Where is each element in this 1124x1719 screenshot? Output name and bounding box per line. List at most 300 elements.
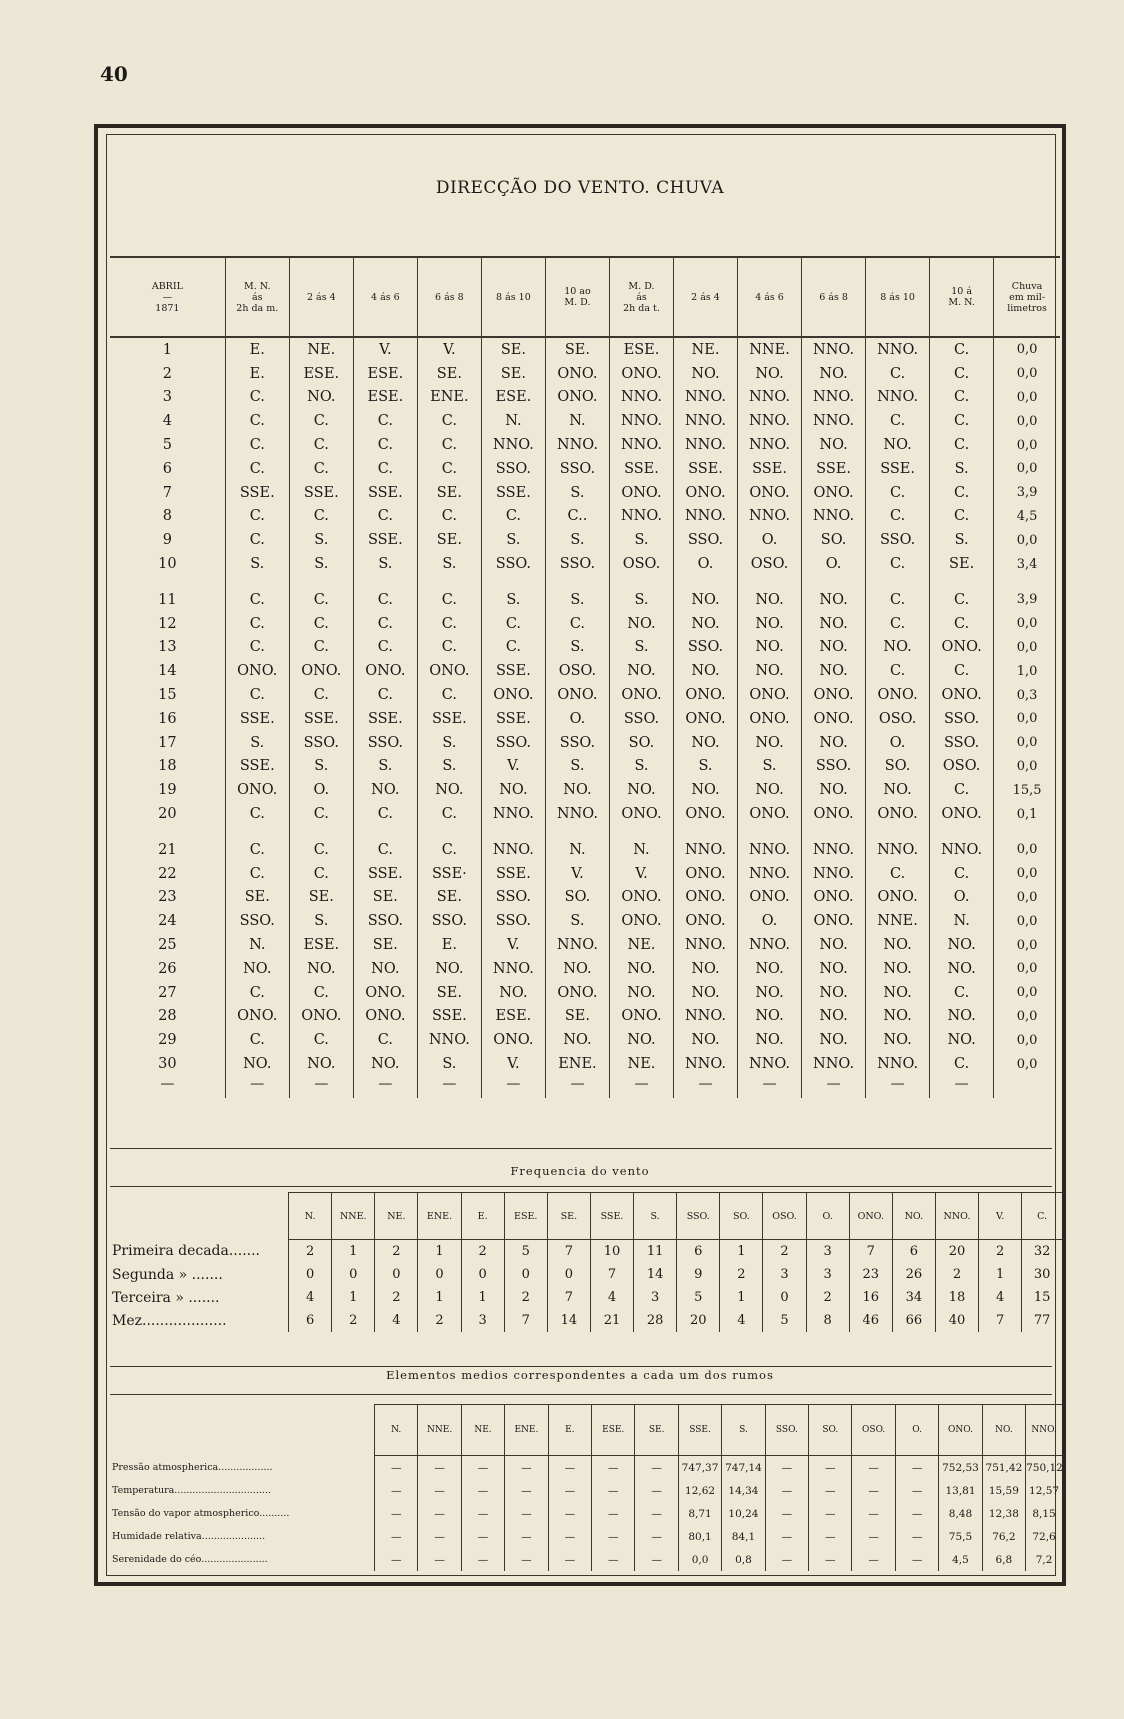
wind-cell: C. [353, 505, 417, 529]
wind-cell: ESE. [289, 362, 353, 386]
value-cell: — [635, 1456, 678, 1480]
wind-cell: NNO. [738, 862, 802, 886]
wind-direction-table [110, 256, 1060, 1098]
gap-cell [673, 576, 737, 588]
dash-cell: — [353, 1076, 417, 1098]
wind-cell: N. [609, 838, 673, 862]
rain-cell: 0,0 [994, 1005, 1060, 1029]
wind-cell: NNO. [738, 838, 802, 862]
value-cell: 2 [332, 1309, 375, 1332]
table-row [110, 1525, 1062, 1548]
wind-cell: NO. [802, 636, 866, 660]
table-row [110, 636, 1060, 660]
wind-cell: ONO. [353, 981, 417, 1005]
value-cell: — [895, 1525, 938, 1548]
wind-cell: NNO. [673, 1005, 737, 1029]
wind-cell: NNO. [417, 1028, 481, 1052]
wind-cell: C. [225, 612, 289, 636]
wind-cell: NO. [930, 957, 994, 981]
value-cell: 7 [547, 1240, 590, 1264]
wind-cell: C. [930, 433, 994, 457]
wind-cell: ONO. [609, 481, 673, 505]
column-header: S. [634, 1193, 677, 1240]
value-cell: — [548, 1479, 591, 1502]
dash-cell: — [738, 1076, 802, 1098]
value-cell: 18 [935, 1286, 978, 1309]
wind-cell: ONO. [866, 683, 930, 707]
wind-cell: S. [417, 552, 481, 576]
wind-cell: NNO. [609, 409, 673, 433]
rain-cell: 0,3 [994, 683, 1060, 707]
column-header [289, 257, 353, 337]
column-header-line: ás [252, 291, 263, 303]
wind-cell: C. [225, 683, 289, 707]
wind-cell: ENE. [417, 386, 481, 410]
wind-cell: ONO. [225, 659, 289, 683]
value-cell: — [852, 1502, 895, 1525]
value-cell: 13,81 [939, 1479, 982, 1502]
day-cell: 30 [158, 1056, 177, 1072]
value-cell: 0 [375, 1263, 418, 1286]
column-header: SO. [720, 1193, 763, 1240]
row-gap [110, 576, 1060, 588]
value-cell: — [375, 1456, 418, 1480]
wind-cell: SSO. [225, 909, 289, 933]
wind-cell: ONO. [738, 707, 802, 731]
value-cell: 10 [590, 1240, 633, 1264]
value-cell: 72,6 [1026, 1525, 1062, 1548]
day-cell: 2 [162, 365, 172, 382]
divider [110, 1148, 1052, 1149]
wind-cell: ONO. [802, 802, 866, 826]
wind-cell: C. [353, 802, 417, 826]
wind-cell: C. [225, 433, 289, 457]
wind-cell: NNO. [738, 505, 802, 529]
wind-cell: C. [225, 528, 289, 552]
row-label-header [110, 1405, 375, 1456]
wind-cell: NO. [930, 1005, 994, 1029]
wind-cell: NO. [866, 1005, 930, 1029]
value-cell: — [592, 1525, 635, 1548]
value-cell: 7 [504, 1309, 547, 1332]
value-cell: 9 [677, 1263, 720, 1286]
wind-cell: NO. [353, 957, 417, 981]
value-cell: 6,8 [982, 1548, 1025, 1571]
column-header: N. [375, 1405, 418, 1456]
table-row [110, 552, 1060, 576]
wind-cell: C. [930, 1052, 994, 1076]
wind-cell: C. [930, 612, 994, 636]
wind-cell: OSO. [738, 552, 802, 576]
wind-cell: ESE. [481, 1005, 545, 1029]
wind-cell: C. [225, 386, 289, 410]
wind-cell: N. [545, 409, 609, 433]
wind-cell: NO. [738, 1028, 802, 1052]
column-header-line: 2 ás 4 [306, 291, 336, 303]
column-header: O. [806, 1193, 849, 1240]
wind-cell: C. [353, 683, 417, 707]
table-row [110, 409, 1060, 433]
wind-cell: NNO. [545, 933, 609, 957]
rain-cell: 0,0 [994, 731, 1060, 755]
day-cell: 3 [162, 389, 172, 406]
wind-cell: NNO. [673, 933, 737, 957]
day-cell: 18 [158, 758, 177, 775]
value-cell: — [505, 1502, 548, 1525]
wind-cell: SSE. [289, 481, 353, 505]
row-gap [110, 826, 1060, 838]
value-cell: — [505, 1479, 548, 1502]
value-cell: 5 [763, 1309, 806, 1332]
table-row [110, 528, 1060, 552]
wind-cell: SSE. [353, 707, 417, 731]
wind-cell: S. [545, 588, 609, 612]
wind-cell: NO. [802, 1005, 866, 1029]
gap-cell [353, 826, 417, 838]
table-row [110, 1456, 1062, 1480]
wind-cell: ONO. [673, 707, 737, 731]
value-cell: — [809, 1479, 852, 1502]
value-cell: 2 [375, 1240, 418, 1264]
rain-cell: 0,0 [994, 755, 1060, 779]
column-header: SSE. [590, 1193, 633, 1240]
column-header: E. [548, 1405, 591, 1456]
wind-cell: C. [225, 802, 289, 826]
day-cell: 7 [162, 484, 172, 501]
wind-cell: NO. [802, 981, 866, 1005]
wind-cell: V. [417, 337, 481, 362]
wind-cell: SSE. [609, 457, 673, 481]
day-cell: 15 [158, 687, 177, 704]
value-cell: 12,57 [1026, 1479, 1062, 1502]
wind-cell: ONO. [802, 886, 866, 910]
wind-cell: ONO. [225, 1005, 289, 1029]
value-cell: — [592, 1456, 635, 1480]
value-cell: — [852, 1525, 895, 1548]
wind-cell: NNO. [738, 409, 802, 433]
wind-cell: NO. [802, 957, 866, 981]
value-cell: — [505, 1548, 548, 1571]
column-header [930, 257, 994, 337]
value-cell: 4 [979, 1286, 1022, 1309]
wind-cell: SE. [481, 362, 545, 386]
wind-cell: ENE. [545, 1052, 609, 1076]
row-label-header [110, 1193, 289, 1240]
value-cell: — [418, 1525, 461, 1548]
wind-cell: C. [289, 505, 353, 529]
wind-cell: SE. [930, 552, 994, 576]
rain-cell: 0,0 [994, 337, 1060, 362]
wind-cell: NNO. [481, 957, 545, 981]
wind-cell: NNO. [481, 838, 545, 862]
gap-cell [673, 826, 737, 838]
wind-cell: S. [353, 755, 417, 779]
wind-cell: C. [930, 588, 994, 612]
day-cell: 16 [158, 710, 177, 727]
wind-cell: ONO. [609, 886, 673, 910]
wind-cell: SSO. [609, 707, 673, 731]
wind-cell: NNO. [802, 838, 866, 862]
value-cell: 34 [892, 1286, 935, 1309]
column-header-line: 8 ás 10 [496, 291, 531, 303]
column-header-line: 2h da m. [236, 302, 279, 314]
table-row [110, 1548, 1062, 1571]
table-row [110, 362, 1060, 386]
column-header-line: — [162, 291, 173, 303]
wind-cell: OSO. [866, 707, 930, 731]
wind-cell: C. [866, 362, 930, 386]
value-cell: 30 [1022, 1263, 1062, 1286]
table-row [110, 1502, 1062, 1525]
wind-cell: SSO. [481, 909, 545, 933]
wind-cell: ONO. [738, 886, 802, 910]
row-label: Terceira » ....... [112, 1289, 220, 1306]
wind-cell: SSE. [802, 457, 866, 481]
wind-cell: NNO. [673, 433, 737, 457]
value-cell: 2 [979, 1240, 1022, 1264]
wind-cell: NNO. [673, 505, 737, 529]
value-cell: 1 [720, 1286, 763, 1309]
wind-cell: C. [417, 612, 481, 636]
value-cell: 0,0 [678, 1548, 721, 1571]
wind-cell: NO. [866, 636, 930, 660]
rain-cell: 0,0 [994, 909, 1060, 933]
table-row [110, 337, 1060, 362]
gap-cell [609, 576, 673, 588]
wind-cell: NNO. [738, 1052, 802, 1076]
value-cell: 747,37 [678, 1456, 721, 1480]
day-cell: 5 [162, 437, 172, 454]
wind-cell: NO. [673, 588, 737, 612]
dash-cell: — [673, 1076, 737, 1098]
value-cell: 0 [418, 1263, 461, 1286]
wind-cell: S. [609, 636, 673, 660]
wind-cell: NO. [802, 659, 866, 683]
wind-cell: NO. [738, 981, 802, 1005]
table-row [110, 909, 1060, 933]
wind-cell: S. [930, 528, 994, 552]
wind-cell: ONO. [802, 707, 866, 731]
wind-cell: C. [289, 981, 353, 1005]
wind-cell: ONO. [609, 362, 673, 386]
wind-cell: NO. [481, 778, 545, 802]
wind-cell: ESE. [481, 386, 545, 410]
column-header: SSO. [765, 1405, 808, 1456]
day-cell: 28 [158, 1008, 177, 1025]
value-cell: — [461, 1502, 504, 1525]
value-cell: — [809, 1456, 852, 1480]
table-row [110, 612, 1060, 636]
wind-cell: O. [738, 528, 802, 552]
wind-cell: NO. [738, 1005, 802, 1029]
wind-cell: C. [930, 362, 994, 386]
wind-cell: SSO. [545, 552, 609, 576]
wind-cell: NO. [866, 433, 930, 457]
wind-cell: NO. [289, 386, 353, 410]
wind-cell: V. [481, 933, 545, 957]
dash-cell: — [225, 1076, 289, 1098]
wind-cell: C. [417, 588, 481, 612]
wind-cell: SSO. [481, 731, 545, 755]
wind-cell: NO. [609, 981, 673, 1005]
wind-cell: ONO. [289, 1005, 353, 1029]
wind-cell: C. [930, 409, 994, 433]
wind-cell: S. [417, 1052, 481, 1076]
value-cell: 1 [418, 1240, 461, 1264]
wind-cell: NO. [738, 636, 802, 660]
wind-cell: S. [545, 528, 609, 552]
table-row [110, 1005, 1060, 1029]
divider [110, 1366, 1052, 1367]
value-cell: 3 [634, 1286, 677, 1309]
wind-cell: NNO. [866, 337, 930, 362]
dash-cell: — [609, 1076, 673, 1098]
wind-cell: ONO. [673, 909, 737, 933]
value-cell: — [505, 1456, 548, 1480]
wind-cell: ONO. [738, 683, 802, 707]
rain-cell: 0,0 [994, 612, 1060, 636]
wind-cell: NNE. [866, 909, 930, 933]
rain-cell: 15,5 [994, 778, 1060, 802]
value-cell: — [592, 1479, 635, 1502]
gap-cell [802, 576, 866, 588]
wind-cell: C. [353, 588, 417, 612]
value-cell: 12,62 [678, 1479, 721, 1502]
wind-cell: C. [353, 838, 417, 862]
column-header-line: 4 ás 6 [371, 291, 400, 303]
wind-cell: NNO. [609, 433, 673, 457]
wind-cell: OSO. [930, 755, 994, 779]
value-cell: — [765, 1456, 808, 1480]
column-header-line: 2h da t. [623, 302, 660, 314]
value-cell: — [635, 1525, 678, 1548]
table-frame [94, 124, 1066, 1586]
wind-cell: C. [417, 802, 481, 826]
column-header: E. [461, 1193, 504, 1240]
value-cell: — [635, 1479, 678, 1502]
value-cell: — [375, 1548, 418, 1571]
wind-cell: S. [289, 552, 353, 576]
wind-cell: C. [930, 659, 994, 683]
wind-cell: NNO. [673, 838, 737, 862]
value-cell: 10,24 [722, 1502, 765, 1525]
day-cell: 9 [162, 532, 172, 549]
column-header-line: 6 ás 8 [435, 291, 464, 303]
wind-cell: ONO. [481, 1028, 545, 1052]
value-cell: 3 [461, 1309, 504, 1332]
value-cell: 8,48 [939, 1502, 982, 1525]
wind-cell: C. [225, 838, 289, 862]
wind-cell: ONO. [802, 481, 866, 505]
wind-cell: NNO. [802, 337, 866, 362]
value-cell: 16 [849, 1286, 892, 1309]
day-cell: 14 [158, 663, 177, 680]
wind-cell: NO. [673, 731, 737, 755]
value-cell: 5 [677, 1286, 720, 1309]
rain-cell: 0,0 [994, 636, 1060, 660]
value-cell: 0 [763, 1286, 806, 1309]
value-cell: — [592, 1548, 635, 1571]
wind-cell: OSO. [609, 552, 673, 576]
wind-cell: SSE. [481, 481, 545, 505]
day-cell: 11 [158, 591, 177, 608]
wind-cell: ONO. [545, 362, 609, 386]
wind-cell: SE. [353, 886, 417, 910]
wind-cell: NO. [673, 981, 737, 1005]
value-cell: — [765, 1548, 808, 1571]
value-cell: 75,5 [939, 1525, 982, 1548]
rain-cell: 0,0 [994, 362, 1060, 386]
value-cell: — [765, 1502, 808, 1525]
value-cell: 1 [461, 1286, 504, 1309]
value-cell: 2 [806, 1286, 849, 1309]
table-row [110, 933, 1060, 957]
table-row [110, 778, 1060, 802]
value-cell: 14 [634, 1263, 677, 1286]
wind-cell: C. [353, 636, 417, 660]
wind-cell: S. [225, 552, 289, 576]
gap-cell [802, 826, 866, 838]
value-cell: 20 [935, 1240, 978, 1264]
wind-cell: V. [545, 862, 609, 886]
wind-cell: S. [609, 528, 673, 552]
column-header-line: 10 á [951, 286, 973, 297]
wind-cell: NO. [673, 957, 737, 981]
wind-cell: NO. [738, 957, 802, 981]
wind-cell: ONO. [545, 386, 609, 410]
value-cell: — [635, 1502, 678, 1525]
wind-cell: E. [225, 337, 289, 362]
wind-cell: SSO. [673, 528, 737, 552]
value-cell: 6 [892, 1240, 935, 1264]
value-cell: 3 [806, 1240, 849, 1264]
rain-cell: 0,0 [994, 457, 1060, 481]
value-cell: 0 [547, 1263, 590, 1286]
day-cell: 1 [162, 341, 172, 358]
value-cell: — [548, 1525, 591, 1548]
column-header-line: M. D. [564, 297, 591, 308]
column-header-line: ás [636, 291, 647, 303]
table-row [110, 731, 1060, 755]
wind-cell: SSO. [930, 707, 994, 731]
wind-cell: S. [481, 528, 545, 552]
divider [110, 1186, 1052, 1187]
column-header-line: M. D. [628, 280, 655, 292]
column-header: V. [979, 1193, 1022, 1240]
wind-cell: C. [353, 457, 417, 481]
column-header: NO. [982, 1405, 1025, 1456]
column-header: NNE. [332, 1193, 375, 1240]
value-cell: 12,38 [982, 1502, 1025, 1525]
wind-cell: C. [930, 481, 994, 505]
value-cell: 76,2 [982, 1525, 1025, 1548]
value-cell: 46 [849, 1309, 892, 1332]
table-row [110, 802, 1060, 826]
wind-cell: SE. [545, 1005, 609, 1029]
column-header-line: ABRIL [151, 280, 183, 292]
wind-cell: ONO. [673, 683, 737, 707]
wind-cell: SO. [545, 886, 609, 910]
wind-cell: S. [545, 755, 609, 779]
value-cell: 84,1 [722, 1525, 765, 1548]
value-cell: 2 [289, 1240, 332, 1264]
table-row [110, 886, 1060, 910]
wind-cell: SE. [417, 362, 481, 386]
wind-cell: ONO. [545, 683, 609, 707]
wind-cell: NO. [289, 1052, 353, 1076]
value-cell: 0 [504, 1263, 547, 1286]
wind-cell: ONO. [866, 886, 930, 910]
